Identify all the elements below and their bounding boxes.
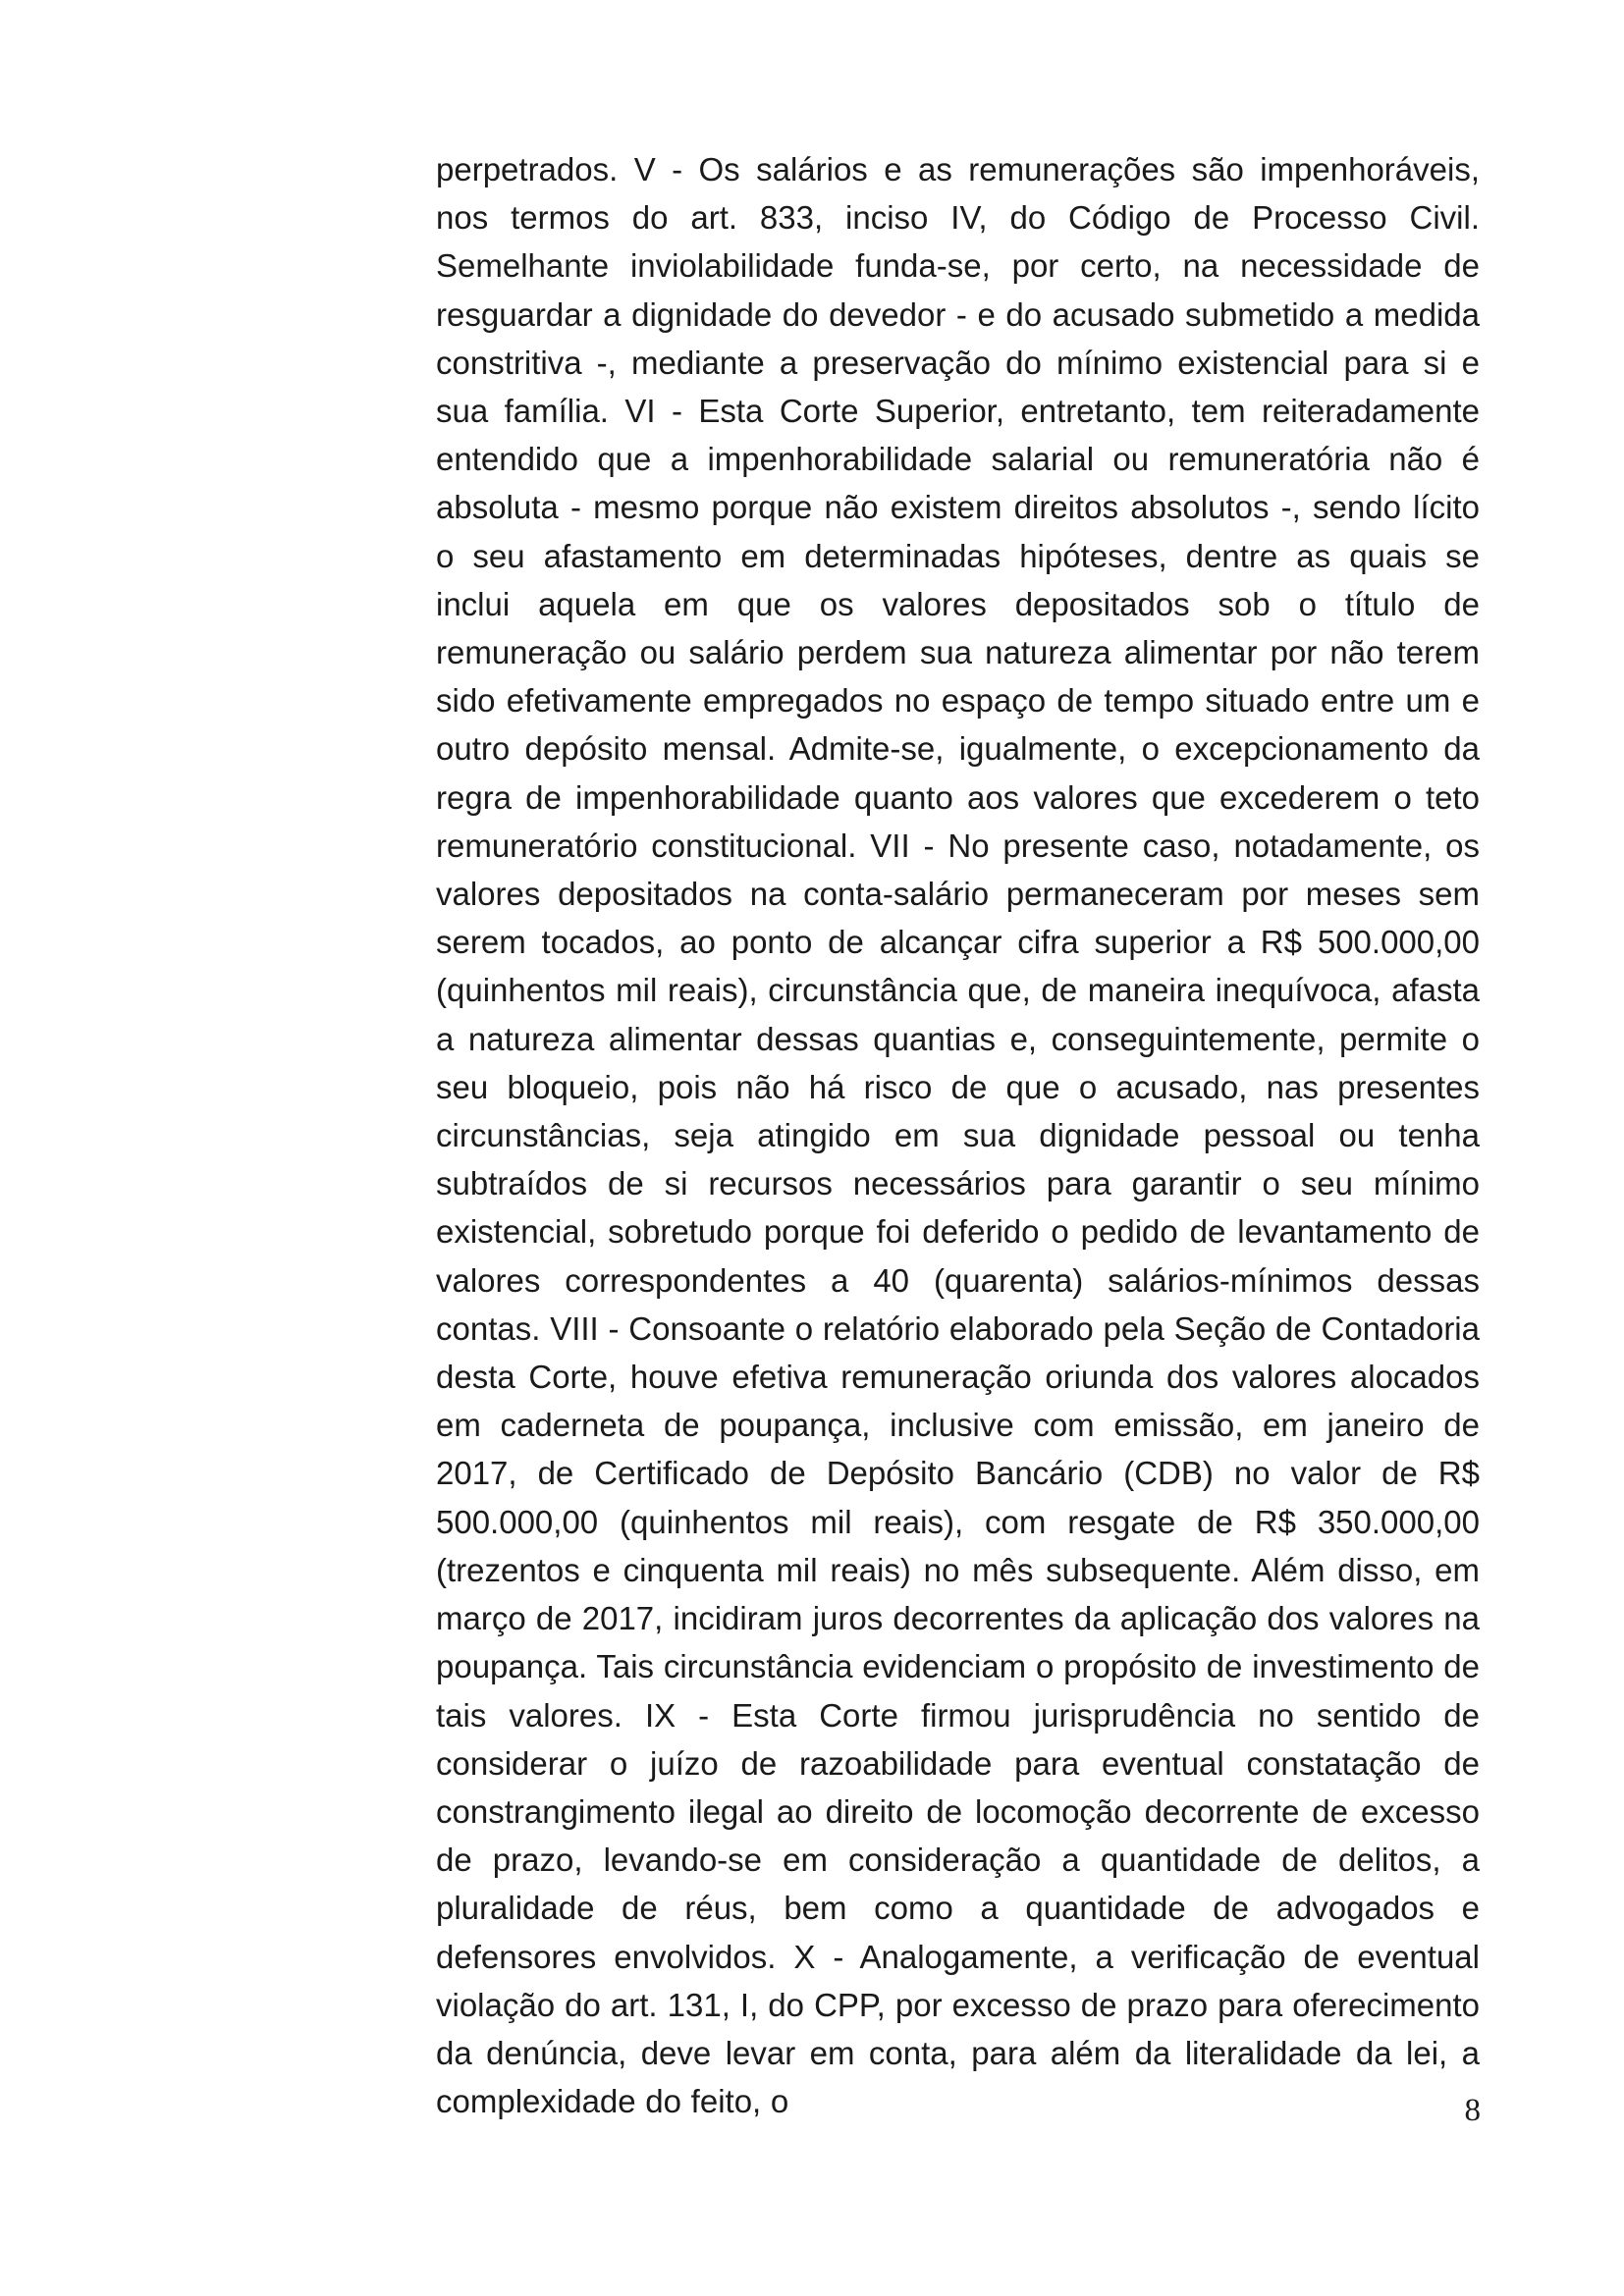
page-number: 8 — [1464, 2093, 1481, 2128]
body-paragraph: perpetrados. V - Os salários e as remunerações são impenhoráveis, nos termos do art. 833, inciso IV, do Código de Processo Civil. Semelhante inviolabilidade funda-se, por certo, na necessidade de resguardar a dignidade do devedor - e do acusado submetido a medida constritiva -, mediante a preservação do mínimo existencial para si e sua família. VI - Esta Corte Superior, entretanto, tem reiteradamente entendido que a impenhorabilidade salarial ou remuneratória não é absoluta - mesmo porque não existem direitos absolutos -, sendo lícito o seu afastamento em determinadas hipóteses, dentre as quais se inclui aquela em que os valores depositados sob o título de remuneração ou salário perdem sua natureza alimentar por não terem sido efetivamente empregados no espaço de tempo situado entre um e outro depósito mensal. Admite-se, igualmente, o excepcionamento da regra de impenhorabilidade quanto aos valores que excederem o teto remuneratório constitucional. VII - No presente caso, notadamente, os valores depositados na conta-salário permaneceram por meses sem serem tocados, ao ponto de alcançar cifra superior a R$ 500.000,00 (quinhentos mil reais), circunstância que, de maneira inequívoca, afasta a natureza alimentar dessas quantias e, conseguintemente, permite o seu bloqueio, pois não há risco de que o acusado, nas presentes circunstâncias, seja atingido em sua dignidade pessoal ou tenha subtraídos de si recursos necessários para garantir o seu mínimo existencial, sobretudo porque foi deferido o pedido de levantamento de valores correspondentes a 40 (quarenta) salários-mínimos dessas contas. VIII - Consoante o relatório elaborado pela Seção de Contadoria desta Corte, houve efetiva remuneração oriunda dos valores alocados em caderneta de poupança, inclusive com emissão, em janeiro de 2017, de Certificado de Depósito Bancário (CDB) no valor de R$ 500.000,00 (quinhentos mil reais), com resgate de R$ 350.000,00 (trezentos e cinquenta mil reais) no mês subsequente. Além disso, em março de 2017, incidiram juros decorrentes da aplicação dos valores na poupança. Tais circunstância evidenciam o propósito de investimento de tais valores. IX - Esta Corte firmou jurisprudência no sentido de considerar o juízo de razoabilidade para eventual constatação de constrangimento ilegal ao direito de locomoção decorrente de excesso de prazo, levando-se em consideração a quantidade de delitos, a pluralidade de réus, bem como a quantidade de advogados e defensores envolvidos. X - Analogamente, a verificação de eventual violação do art. 131, I, do CPP, por excesso de prazo para oferecimento da denúncia, deve levar em conta, para além da literalidade da lei, a complexidade do feito, o — [436, 151, 1480, 2120]
